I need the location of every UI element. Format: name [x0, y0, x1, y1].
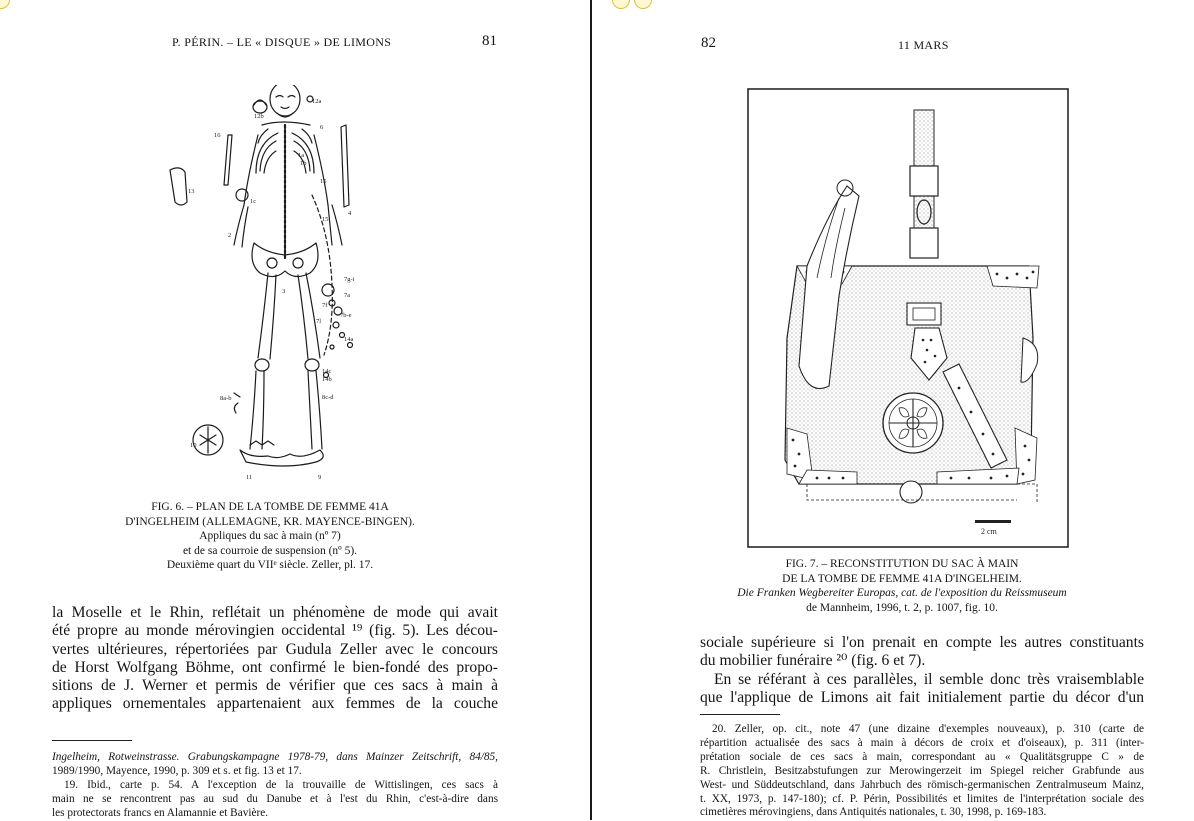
svg-text:9: 9 — [318, 474, 322, 481]
svg-text:13: 13 — [188, 188, 195, 195]
body-line: été propre au monde mérovingien occidental ¹⁹ (fig. 5). Les décou- — [52, 622, 498, 640]
body-text — [700, 634, 1144, 707]
svg-text:11: 11 — [246, 474, 253, 481]
body-text — [52, 604, 498, 714]
page-nav-button[interactable] — [612, 0, 630, 9]
running-head: 11 MARS — [898, 38, 949, 52]
footnote-line: main ne se rencontrent pas au sud du Danube et à l'est du Rhin, c'est-à-dire dans — [52, 792, 498, 805]
footnote-line: t. XX, 1973, p. 147-180); cf. P. Périn, Possibilités et limites de l'interprétation sociale des — [700, 792, 1144, 805]
caption-line: FIG. 6. – PLAN DE LA TOMBE DE FEMME 41A — [151, 501, 389, 513]
svg-text:15: 15 — [320, 178, 327, 185]
figure-caption — [712, 557, 1092, 615]
caption-line: Die Franken Wegbereiter Europas, cat. de l'exposition du Reissmuseum — [737, 587, 1067, 600]
svg-text:10: 10 — [190, 442, 197, 449]
page-nav-button[interactable] — [634, 0, 652, 9]
svg-text:8a-b: 8a-b — [220, 395, 232, 402]
svg-text:7b-e: 7b-e — [340, 312, 352, 319]
caption-line: Appliques du sac à main (nº 7) — [199, 530, 341, 543]
svg-text:7a: 7a — [344, 292, 351, 299]
svg-text:1c: 1c — [250, 198, 257, 205]
svg-text:12a: 12a — [312, 98, 322, 105]
svg-text:16: 16 — [214, 132, 221, 139]
footnote-rule — [700, 714, 780, 715]
svg-text:7g-i: 7g-i — [344, 276, 355, 283]
footnote-rule — [52, 740, 132, 741]
caption-line: D'INGELHEIM (ALLEMAGNE, KR. MAYENCE-BINGEN). — [125, 515, 415, 528]
svg-text:3: 3 — [282, 288, 286, 295]
caption-line: et de sa courroie de suspension (nº 5). — [182, 544, 358, 557]
footnotes — [700, 723, 1144, 820]
body-line: que l'applique de Limons ait fait initialement partie du décor d'un — [700, 688, 1144, 706]
svg-text:1a: 1a — [298, 152, 305, 159]
footnote-line: 1989/1990, Mayence, 1990, p. 309 et s. et fig. 13 et 17. — [52, 764, 302, 777]
svg-text:2: 2 — [228, 232, 232, 239]
page-number: 81 — [482, 33, 497, 49]
svg-text:4: 4 — [348, 210, 352, 217]
body-line: la Moselle et le Rhin, reflétait un phénomène de mode qui avait — [52, 604, 498, 621]
svg-text:14a: 14a — [344, 336, 354, 343]
svg-text:6: 6 — [320, 124, 324, 131]
svg-text:15: 15 — [322, 216, 329, 223]
footnotes — [52, 751, 498, 821]
svg-text:14c: 14c — [322, 368, 332, 375]
page-number: 82 — [701, 35, 716, 51]
caption-line: de Mannheim, 1996, t. 2, p. 1007, fig. 10. — [806, 601, 998, 614]
right-page — [592, 0, 1194, 820]
scale-label: 2 cm — [981, 527, 997, 536]
body-line: En se référant à ces parallèles, il semble donc très vraisemblable — [714, 670, 1144, 688]
footnote-line: prétation sociale de ces sacs à main, correspondant au « Qualitätsgruppe C » de — [700, 750, 1144, 763]
caption-line: DE LA TOMBE DE FEMME 41A D'INGELHEIM. — [782, 572, 1022, 585]
footnote-line: les protectorats francs en Alamannie et Bavière. — [52, 806, 269, 819]
svg-text:7l: 7l — [316, 318, 322, 325]
running-head: P. PÉRIN. – LE « DISQUE » DE LIMONS — [172, 35, 392, 49]
body-line: sitions de J. Werner et permis de vérifier que ces sacs à main à — [52, 677, 498, 695]
body-line: vertes ultérieures, répertoriées par Gudula Zeller avec le concours — [52, 640, 498, 658]
figure-caption — [80, 500, 460, 573]
svg-text:12b: 12b — [254, 113, 264, 120]
caption-line: Deuxième quart du VIIᵉ siècle. Zeller, pl. 17. — [166, 559, 374, 572]
left-page — [0, 0, 590, 820]
footnote-line: cimetières mérovingiens, dans Antiquités nationales, t. 30, 1998, p. 169-183. — [700, 806, 1047, 819]
footnote-line: répartition actualisée des sacs à main à décors de croix et d'oiseaux), p. 311 (inter- — [700, 736, 1144, 749]
body-line: du mobilier funéraire ²⁰ (fig. 6 et 7). — [700, 652, 926, 670]
svg-text:1b: 1b — [300, 160, 307, 167]
page-nav-button[interactable] — [0, 0, 10, 9]
footnote-line: 20. Zeller, op. cit., note 47 (une dizaine d'exemples nouveaux), p. 310 (carte de — [712, 723, 1144, 735]
footnote-line: Ingelheim, Rotweinstrasse. Grabungskampagne 1978-79, dans Mainzer Zeitschrift, 84/85, — [52, 751, 498, 763]
svg-text:8c-d: 8c-d — [322, 394, 334, 401]
caption-line: FIG. 7. – RECONSTITUTION DU SAC À MAIN — [785, 558, 1019, 570]
footnote-line: West- und Süddeutschland, dans Jahrbuch des römisch-germanischen Zentralmuseum Mainz, — [700, 778, 1144, 791]
tomb-plan-figure — [150, 85, 390, 490]
svg-text:7f: 7f — [322, 302, 328, 309]
body-line: sociale supérieure si l'on prenait en compte les autres constituants — [700, 634, 1144, 651]
footnote-line: R. Christlein, Besitzabstufungen zur Merowingerzeit im Spiegel reicher Grabfunde aus — [700, 764, 1144, 777]
body-line: appliques ornementales appartenaient aux femmes de la couche — [52, 695, 498, 713]
handbag-reconstruction-figure — [747, 88, 1069, 548]
svg-text:14b: 14b — [322, 376, 332, 383]
footnote-line: 19. Ibid., carte p. 54. A l'exception de la trouvaille de Wittislingen, ces sacs à — [64, 778, 498, 791]
body-line: de Horst Wolfgang Böhme, ont confirmé le bien-fondé des propo- — [52, 658, 498, 676]
